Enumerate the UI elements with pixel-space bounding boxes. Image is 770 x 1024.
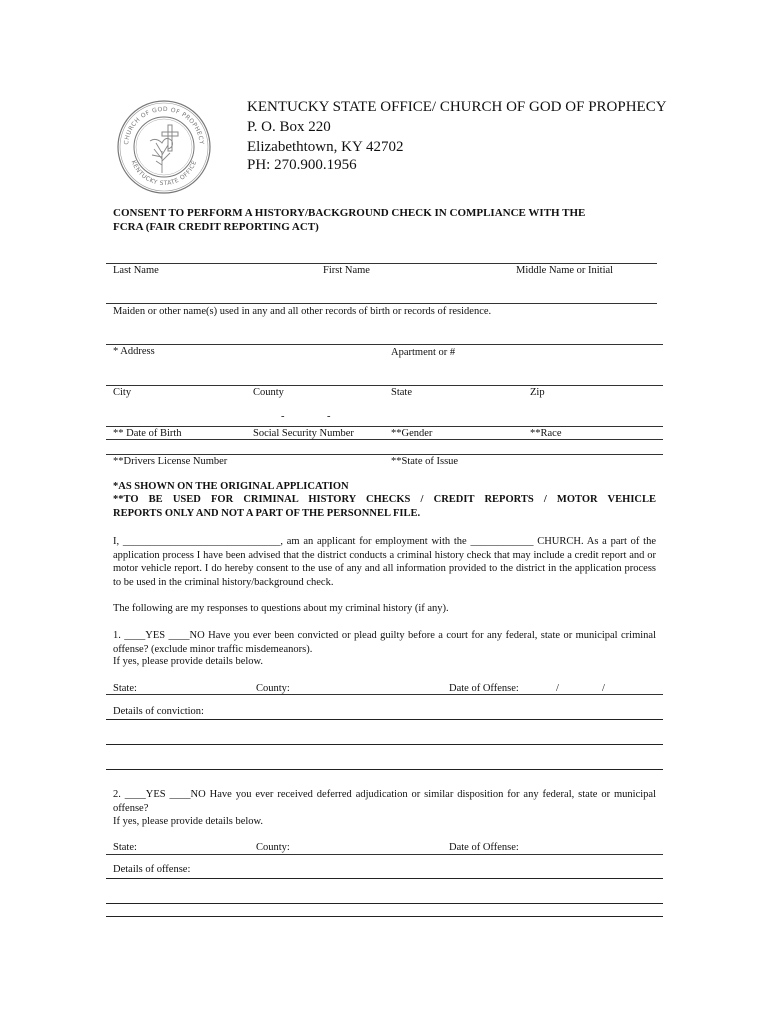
ssn-dash-1: - [281,411,285,422]
q1-details-line-1[interactable] [106,719,663,720]
q2-county-label: County: [256,842,290,853]
county-label: County [253,387,284,398]
address-line[interactable] [106,344,663,345]
svg-text:KENTUCKY STATE OFFICE: KENTUCKY STATE OFFICE [129,159,199,188]
q1-state-county-line[interactable] [106,694,663,695]
dob-line[interactable] [106,426,663,427]
organization-name: KENTUCKY STATE OFFICE/ CHURCH OF GOD OF PROPHECY [247,99,667,115]
q1-state-label: State: [113,683,137,694]
city-label: City [113,387,132,398]
q1-county-label: County: [256,683,290,694]
q2-details-line-3[interactable] [106,916,663,917]
city-line[interactable] [106,385,663,386]
q2-date-label: Date of Offense: [449,842,519,853]
q2-details-line-1[interactable] [106,878,663,879]
note-original-application: *AS SHOWN ON THE ORIGINAL APPLICATION [113,481,349,492]
responses-intro: The following are my responses to questions about my criminal history (if any). [113,603,449,614]
apartment-label: Apartment or # [391,347,456,358]
gender-label: **Gender [391,428,433,439]
note-usage-line-1: **TO BE USED FOR CRIMINAL HISTORY CHECKS / CREDIT REPORTS / MOTOR VEHICLE [113,494,656,505]
form-title-line-2: FCRA (FAIR CREDIT REPORTING ACT) [113,221,319,233]
q2-state-county-line[interactable] [106,854,663,855]
q2-details-label: Details of offense: [113,864,191,875]
name-line[interactable] [106,263,657,264]
question-1-text[interactable]: 1. ____YES ____NO Have you ever been convicted or plead guilty before a court for any federal, state or municipal criminal offense? (exclude minor traffic misdemeanors). [113,630,656,655]
zip-label: Zip [530,387,545,398]
question-2-text[interactable]: 2. ____YES ____NO Have you ever received deferred adjudication or similar disposition for any federal, state or municipal offense? [113,789,656,814]
q1-date-label: Date of Offense: [449,683,519,694]
first-name-label: First Name [323,265,370,276]
drivers-license-label: **Drivers License Number [113,456,228,467]
consent-paragraph: I, ______________________________, am an applicant for employment with the ____________ CHURCH. As a part of the application process I have been advised that the district conducts a criminal history check that may include a credit report and or motor vehicle report. I do hereby consent to the use of any and all information provided to the district in the application process to be used in the criminal history/background check. [113,536,656,588]
address-line-2: Elizabethtown, KY 42702 [247,139,404,155]
q1-details-line-2[interactable] [106,744,663,745]
phone-number: PH: 270.900.1956 [247,157,357,173]
church-seal-logo [116,99,212,195]
q1-date-slash-1: / [556,683,559,694]
race-label: **Race [530,428,562,439]
last-name-label: Last Name [113,265,159,276]
q1-details-label: Details of conviction: [113,706,204,717]
middle-name-label: Middle Name or Initial [516,265,614,276]
q2-details-line-2[interactable] [106,903,663,904]
question-1-ifyes: If yes, please provide details below. [113,656,264,667]
form-title-line-1: CONSENT TO PERFORM A HISTORY/BACKGROUND CHECK IN COMPLIANCE WITH THE [113,207,586,219]
address-label: * Address [113,346,155,357]
question-2-ifyes: If yes, please provide details below. [113,816,264,827]
state-of-issue-label: **State of Issue [391,456,459,467]
maiden-name-label: Maiden or other name(s) used in any and all other records of birth or records of residence. [113,306,492,317]
q1-date-slash-2: / [602,683,605,694]
date-of-birth-label: ** Date of Birth [113,428,182,439]
q2-state-label: State: [113,842,137,853]
seal-icon [116,99,212,195]
address-line-1: P. O. Box 220 [247,119,331,135]
note-usage-line-2: REPORTS ONLY AND NOT A PART OF THE PERSONNEL FILE. [113,508,421,519]
q1-details-line-3[interactable] [106,769,663,770]
ssn-label: Social Security Number [253,428,354,439]
dob-line-lower [106,439,663,440]
drivers-license-line[interactable] [106,454,663,455]
maiden-line[interactable] [106,303,657,304]
svg-text:CHURCH OF GOD OF PROPHECY: CHURCH OF GOD OF PROPHECY [123,105,205,146]
state-label: State [391,387,412,398]
ssn-dash-2: - [327,411,331,422]
